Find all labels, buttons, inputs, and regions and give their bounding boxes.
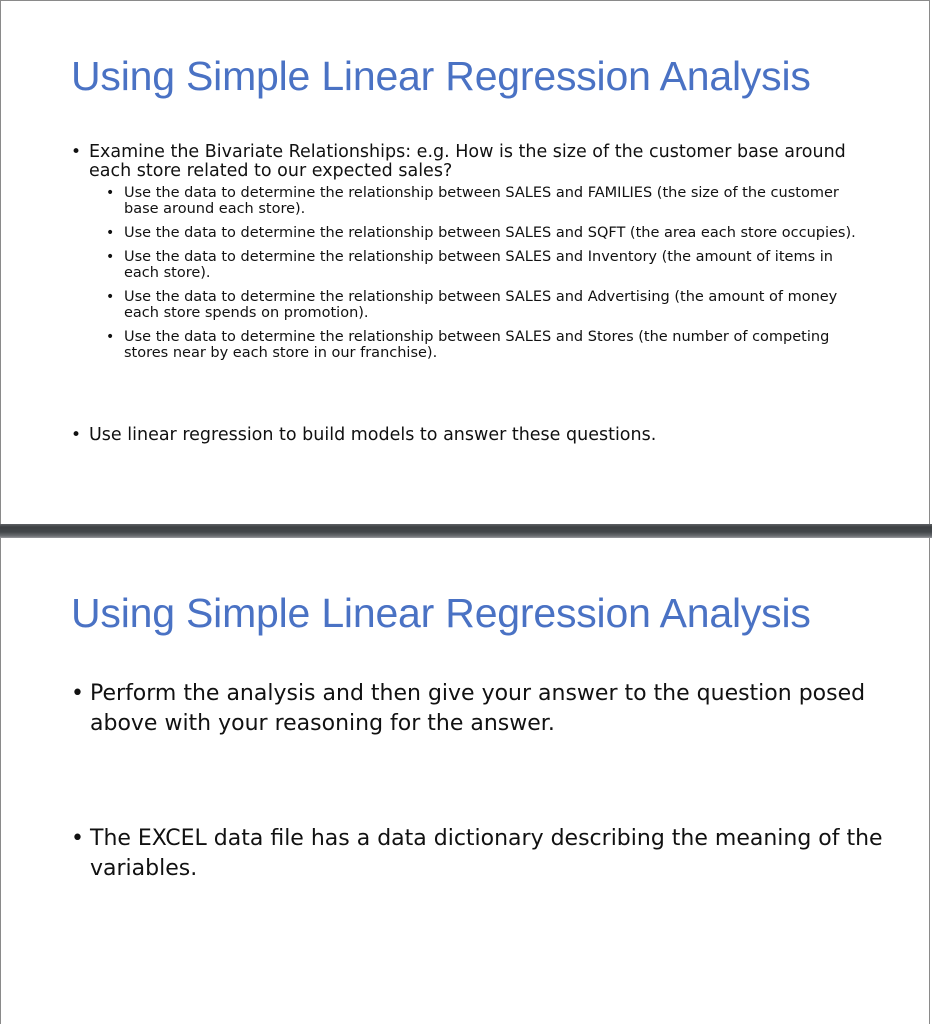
sub-bullet-list xyxy=(89,185,889,361)
slide-divider xyxy=(0,524,932,538)
sub-bullet-advertising: • Use the data to determine the relationship between SALES and Advertising (the amount of money each store spends on promotion). xyxy=(106,289,869,321)
bullet-text: Examine the Bivariate Relationships: e.g. How is the size of the customer base around each store related to our expected sales? xyxy=(89,142,846,181)
bullet-excel-data-file: • The EXCEL data file has a data dictionary describing the meaning of the variables. xyxy=(71,824,890,884)
bullet-perform-analysis: • Perform the analysis and then give your answer to the question posed above with your reasoning for the answer. xyxy=(71,679,890,739)
sub-bullet-inventory: • Use the data to determine the relationship between SALES and Inventory (the amount of items in each store). xyxy=(106,249,869,281)
sub-bullet-stores: • Use the data to determine the relationship between SALES and Stores (the number of competing stores near by each store in our franchise). xyxy=(106,329,869,361)
slide-2 xyxy=(0,538,930,1024)
slide-1-title: Using Simple Linear Regression Analysis xyxy=(71,53,811,99)
sub-bullet-sqft: • Use the data to determine the relationship between SALES and SQFT (the area each store occupies). xyxy=(106,225,869,241)
sub-bullet-families: • Use the data to determine the relationship between SALES and FAMILIES (the size of the customer base around each store). xyxy=(106,185,869,217)
bullet-use-linear-regression: • Use linear regression to build models to answer these questions. xyxy=(71,426,889,445)
slide-2-title: Using Simple Linear Regression Analysis xyxy=(71,590,811,636)
bullet-examine-relationships xyxy=(71,143,889,369)
